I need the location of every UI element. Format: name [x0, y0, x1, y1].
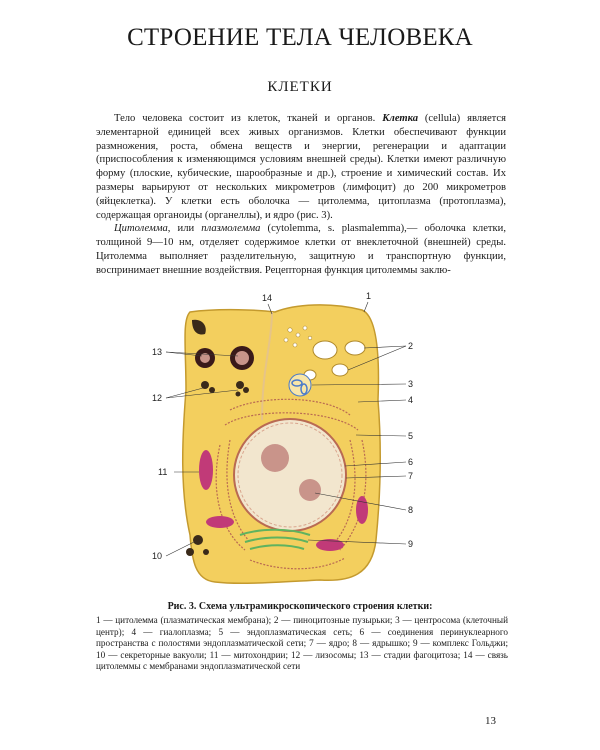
callout-label-13: 13	[152, 347, 163, 357]
term-plasmalemma: плазмолемма	[201, 223, 261, 235]
term-cytolemma: Цитолемма	[114, 223, 168, 235]
page-number: 13	[485, 715, 496, 727]
figure-caption-text	[96, 615, 508, 673]
nucleolus	[261, 444, 289, 472]
callout-label-9: 9	[408, 539, 414, 549]
pinocytotic-vesicle	[345, 341, 365, 355]
paragraph-text: (cytolemma, s. plasmalemma),— оболочка клетки, толщиной 9—10 нм, отделяет содержимое клетки от внеклеточной (внешней) среды. Цитолемма выполняет разделительную, защитную и транспортную функции, воспринимает внешние воздействия. Рецепторная функция цитолеммы заклю-	[96, 223, 506, 276]
paragraph-cells	[96, 112, 506, 222]
callout-label-3: 3	[408, 379, 414, 389]
page-title: СТРОЕНИЕ ТЕЛА ЧЕЛОВЕКА	[127, 24, 473, 51]
term-cell: Клетка	[382, 113, 419, 124]
paragraph-text: (cellula) является элементарной единицей всех живых организмов. Клетки обеспечивают функции размножения, роста, обмена веществ и энергии, регенерации и адаптации (приспособления к изменяющимся условиям внешней среды). Клетки имеют различную форму (плоские, кубические, шарообразные и др.), строение и химический состав. Их размеры варьируют от нескольких микрометров (лимфоцит) до 200 микрометров (яйцеклетка). У клетки есть оболочка — цитолемма, цитоплазма (протоплазма), содержащая органоиды (органеллы), и ядро (рис. 3).	[96, 113, 506, 221]
body-text	[96, 112, 506, 278]
callout-label-12: 12	[152, 393, 163, 403]
callout-label-4: 4	[408, 395, 414, 405]
pinocytotic-vesicle	[332, 364, 348, 376]
callout-label-11: 11	[158, 467, 168, 477]
callout-label-10: 10	[152, 551, 163, 561]
cell-diagram	[150, 290, 430, 600]
caption-text: 1 — цитолемма (плазматическая мембрана); 2 — пиноцитозные пузырьки; 3 — центросома (клеточный центр); 4 — гиалоплазма; 5 — эндоплазматическая сеть; 6 — соединения перинуклеарного пространства с полостями эндоплазматической сети; 7 — ядро; 8 — ядрышко; 9 — комплекс Гольджи; 10 — секреторные вакуоли; 11 — митохондрии; 12 — лизосомы; 13 — стадии фагоцитоза; 14 — связь цитолеммы с мембранами эндоплазматической сети	[96, 615, 508, 672]
callout-label-1: 1	[366, 291, 372, 301]
paragraph-cytolemma	[96, 222, 506, 277]
section-heading: КЛЕТКИ	[267, 79, 333, 95]
nucleus	[234, 419, 346, 531]
paragraph-text: Тело человека состоит из клеток, тканей и органов.	[114, 113, 383, 124]
nucleolus	[299, 479, 321, 501]
callout-label-14: 14	[262, 293, 273, 303]
callout-label-8: 8	[408, 505, 414, 515]
callout-label-6: 6	[408, 457, 414, 467]
pinocytotic-vesicle	[313, 341, 337, 359]
callout-label-7: 7	[408, 471, 414, 481]
callout-label-2: 2	[408, 341, 414, 351]
callout-label-5: 5	[408, 431, 414, 441]
figure-caption-title: Рис. 3. Схема ультрамикроскопического строения клетки:	[167, 601, 433, 612]
paragraph-text: , или	[167, 223, 202, 235]
centrosome	[289, 374, 311, 396]
